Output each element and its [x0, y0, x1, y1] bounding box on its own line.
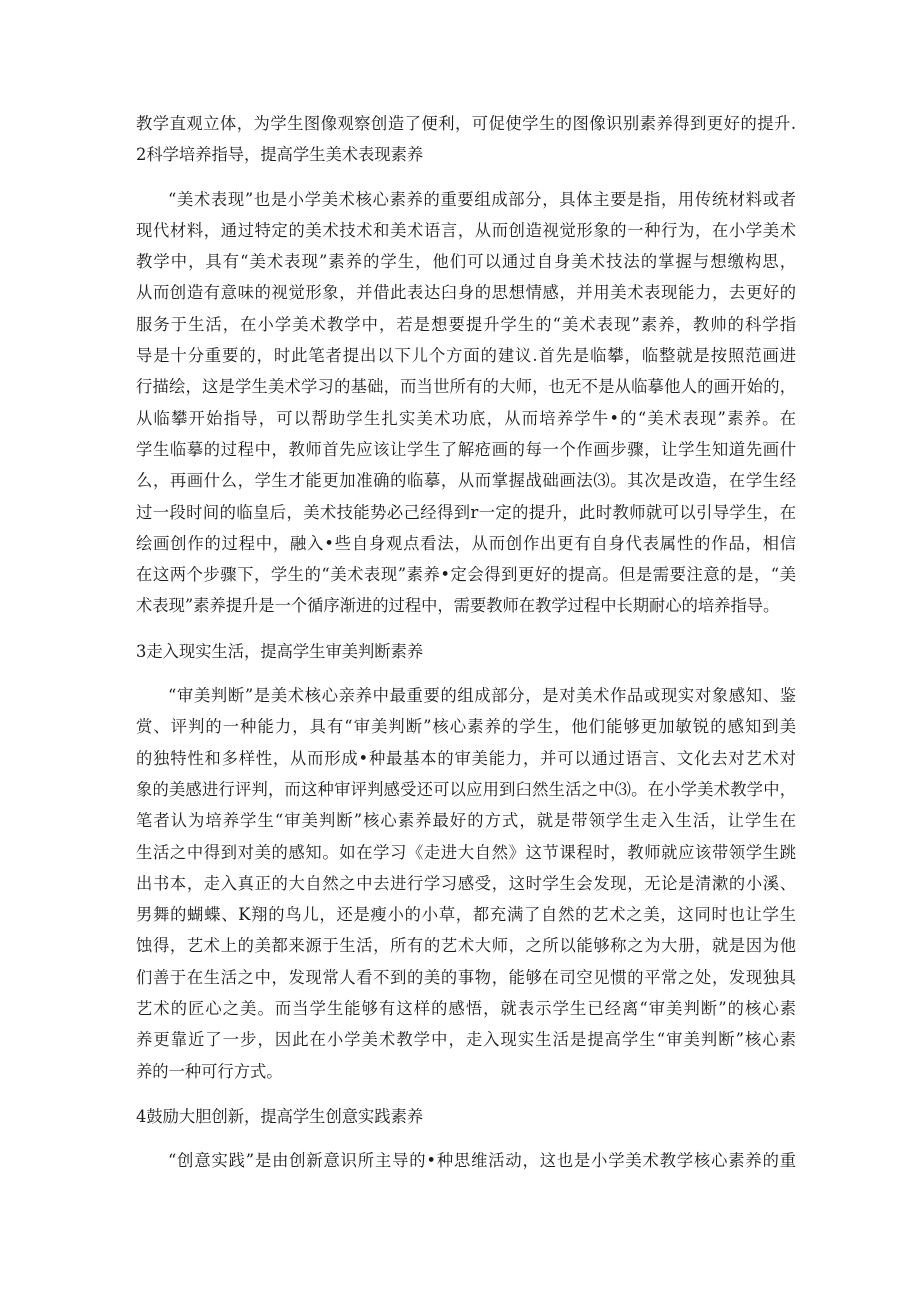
paragraph-line: 养更靠近了一步，因此在小学美术教学中，走入现实生活是提高学生“审美判断”核心素 [136, 1030, 796, 1050]
document-page [136, 108, 796, 1191]
paragraph-line: 出书本，走入真正的大自然之中去进行学习感受，这时学生会发现，无论是清漱的小溪、 [136, 873, 796, 893]
section-paragraph [136, 680, 796, 1087]
paragraph-line: 艺术的匠心之美。而当学生能够有这样的感悟，就表示学生已经离“审美判断”的核心素 [136, 999, 796, 1019]
paragraph-line: 么，再画什么，学生才能更加准确的临摹，从而掌握战础画法⑶。其次是改造，在学生经 [136, 471, 796, 491]
paragraph-line: 服务于生活，在小学美术教学中，若是想要提升学生的“美术表现”素养，教帅的科学指 [136, 314, 796, 334]
paragraph-line: 笔者认为培养学生“审美判断”核心素养最好的方式，就是带领学生走入生活，让学生在 [136, 811, 796, 831]
paragraph-line: 从而创造有意味的视觉形象，并借此表达臼身的思想情感，并用美术表现能力，去更好的 [136, 283, 796, 303]
section-heading: 3走入现实生活，提高学生审美判断素养 [136, 641, 424, 661]
section-heading: 2科学培养指导，提高学生美术表现素养 [136, 145, 424, 165]
paragraph-line: 男舞的蝴蝶、K翔的鸟儿，还是瘦小的小草，都充满了自然的艺术之美，这同时也让学生 [136, 905, 796, 925]
paragraph-line: 蚀得，艺术上的美都来源于生活，所有的艺术大师，之所以能够称之为大册，就是因为他 [136, 936, 796, 956]
section-paragraph [136, 184, 796, 622]
section-paragraph [136, 1145, 796, 1176]
paragraph-line: 象的美感进行评判，而这种审评判感受还可以应用到臼然生活之中⑶。在小学美术教学中， [136, 779, 796, 799]
paragraph-line: 在这两个步骤下，学生的“美术表现”素养•定会得到更好的提高。但是需要注意的是，“美 [136, 565, 796, 585]
paragraph-line: 术表现”素养提升是一个循序渐进的过程中，需要教师在教学过程中长期耐心的培养指导。 [136, 596, 780, 616]
paragraph-line: 的独特性和多样性，从而形成•种最基本的审美能力，并可以通过语言、文化去对艺术对 [136, 748, 796, 768]
section-heading: 4鼓励大胆创新，提高学生创意实践素养 [136, 1106, 424, 1126]
paragraph-line: “审美判断”是美术核心亲养中最重要的组成部分，是对美术作品或现实对象感知、鉴 [168, 686, 796, 706]
paragraph-line: 生活之中得到对美的感知。如在学习《走进大自然》这节课程时，教师就应该带领学生跳 [136, 842, 796, 862]
paragraph-line: 养的一种可行方式。 [136, 1061, 283, 1081]
paragraph-line: “美术表现”也是小学美术核心素养的重要组成部分，具体主要是指，用传统材料或者 [168, 189, 796, 209]
paragraph-line: 学生临摹的过程中，教师首先应该让学生了解疮画的每一个作画步骤，让学生知道先画什 [136, 439, 796, 459]
paragraph-line: 过一段时间的临皇后，美术技能势必己经得到r一定的提升，此时教师就可以引导学生，在 [136, 502, 796, 522]
paragraph-line: 教学中，具有“美术表现”素养的学生，他们可以通过自身美术技法的掌握与想缴构思， [136, 252, 796, 272]
intro-line: 教学直观立体，为学生图像观察创造了便利，可促使学生的图像识别素养得到更好的提升. [136, 114, 796, 133]
paragraph-line: 行描绘，这是学生美术学习的基础，而当世所有的大师，也无不是从临摹他人的画开始的， [136, 377, 796, 397]
paragraph-line: 绘画创作的过程中，融入•些自身观点看法，从而创作出更有自身代表属性的作品，相信 [136, 533, 796, 553]
paragraph-line: 导是十分重要的，时此笔者提出以下儿个方面的建议.首先是临攀，临整就是按照范画进 [136, 346, 796, 366]
paragraph-line: 赏、评判的一种能力，具有“审美判断”核心素养的学生，他们能够更加敏锐的感知到美 [136, 717, 796, 737]
paragraph-line: 们善于在生活之中，发现常人看不到的美的事物，能够在司空见惯的平常之处，发现独具 [136, 967, 796, 987]
paragraph-line: 从临攀开始指导，可以帮助学生扎实美术功底，从而培养学牛•的“美术表现”素养。在 [136, 408, 796, 428]
paragraph-line: 现代材料，通过特定的美术技术和美术语言，从而创造视觉形象的一种行为，在小学美术 [136, 220, 796, 240]
paragraph-line: “创意实践”是由创新意识所主导的•种思维活动，这也是小学美术教学核心素养的重 [168, 1151, 796, 1171]
